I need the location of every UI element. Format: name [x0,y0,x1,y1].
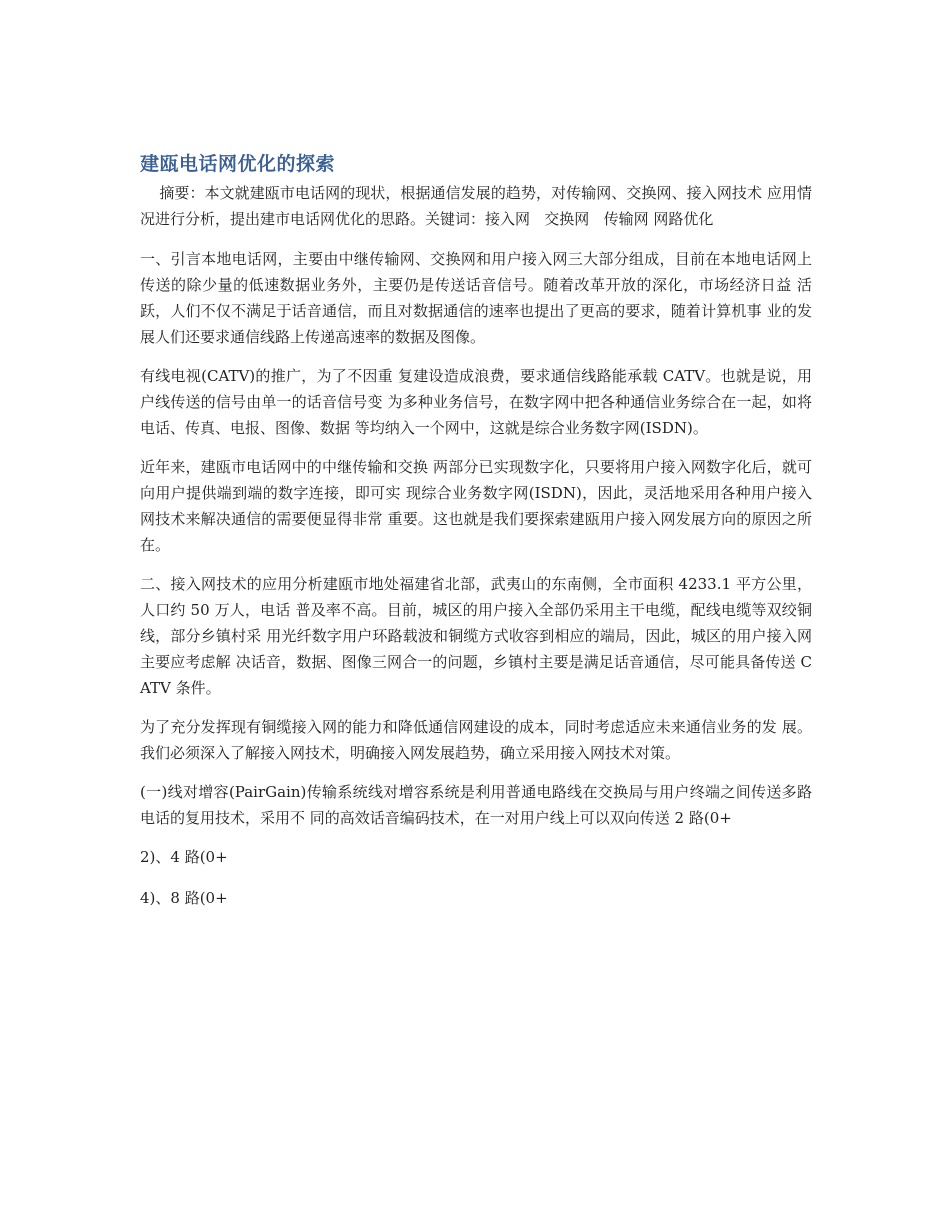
abstract-paragraph: 摘要：本文就建瓯市电话网的现状，根据通信发展的趋势，对传输网、交换网、接入网技术 应用情况进行分析，提出建市电话网优化的思路。关键词：接入网 交换网 传输网 网路优化 [140,184,812,228]
recent-years-paragraph: 近年来，建瓯市电话网中的中继传输和交换 两部分已实现数字化，只要将用户接入网数字化后，就可向用户提供端到端的数字连接，即可实 现综合业务数字网(ISDN)，因此，灵活地采用各种用户接入网技术来解决通信的需要便显得非常 重要。这也就是我们要探索建瓯用户接入网发展方向的原因之所在。 [140,458,812,554]
analysis-paragraph: 二、接入网技术的应用分析建瓯市地处福建省北部，武夷山的东南侧，全市面积 4233.1 平方公里，人口约 50 万人，电话 普及率不高。目前，城区的用户接入全部仍采用主干电缆，配线电缆等双绞铜线，部分乡镇村采 用光纤数字用户环路载波和铜缆方式收容到相应的端局，因此，城区的用户接入网主要应考虑解 决话音，数据、图像三网合一的问题，乡镇村主要是满足话音通信，尽可能具备传送 CATV 条件。 [140,575,812,697]
pairgain-fragment-1: 2)、4 路(0+ [140,848,228,866]
document-title: 建瓯电话网优化的探索 [140,153,336,175]
pairgain-paragraph: (一)线对增容(PairGain)传输系统线对增容系统是利用普通电路线在交换局与用户终端之间传送多路电话的复用技术，采用不 同的高效话音编码技术，在一对用户线上可以双向传送 2 路(0+ [140,783,812,827]
catv-paragraph: 有线电视(CATV)的推广，为了不因重 复建设造成浪费，要求通信线路能承载 CATV。也就是说，用户线传送的信号由单一的话音信号变 为多种业务信号，在数字网中把各种通信业务综合在一起，如将电话、传真、电报、图像、数据 等均纳入一个网中，这就是综合业务数字网(ISDN)。 [140,367,812,437]
pairgain-fragment-2: 4)、8 路(0+ [140,889,228,907]
strategy-paragraph: 为了充分发挥现有铜缆接入网的能力和降低通信网建设的成本，同时考虑适应未来通信业务的发 展。我们必须深入了解接入网技术，明确接入网发展趋势，确立采用接入网技术对策。 [140,718,812,762]
intro-paragraph: 一、引言本地电话网，主要由中继传输网、交换网和用户接入网三大部分组成，目前在本地电话网上 传送的除少量的低速数据业务外，主要仍是传送话音信号。随着改革开放的深化，市场经济日益 活跃，人们不仅不满足于话音通信，而且对数据通信的速率也提出了更高的要求，随着计算机事 业的发展人们还要求通信线路上传递高速率的数据及图像。 [140,250,812,346]
document-page [140,150,812,926]
